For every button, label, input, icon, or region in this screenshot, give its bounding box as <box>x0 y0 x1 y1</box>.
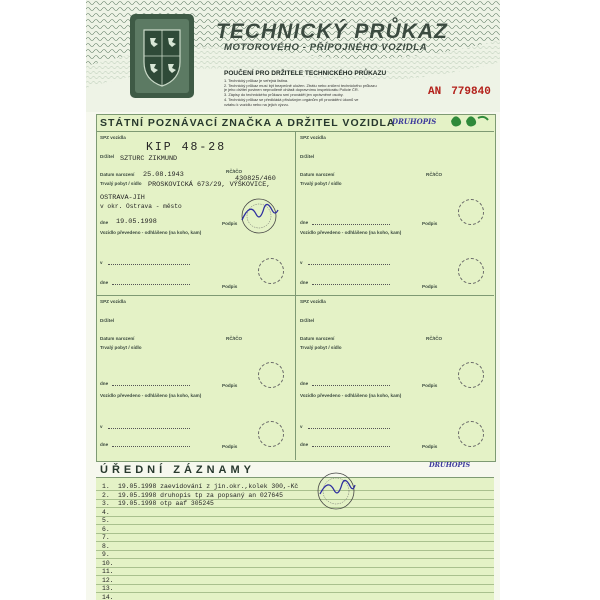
record-entry: 19.05.1998 zaevidování z jin.okr.,kolek 300,-Kč <box>118 483 299 490</box>
record-rule <box>96 575 494 576</box>
residence-label: Trvalý pobyt / sídlo <box>300 181 342 186</box>
dotted-line <box>312 446 390 447</box>
signature-label: Podpis <box>422 444 438 449</box>
holder-section-title: STÁTNÍ POZNÁVACÍ ZNAČKA A DRŽITEL VOZIDLA <box>100 117 396 129</box>
in-place-label: v <box>300 424 303 429</box>
record-number: 12. <box>102 576 114 584</box>
dotted-line <box>108 264 190 265</box>
instruction-line: 1. Technický průkaz je veřejná listina. <box>224 79 289 83</box>
record-number: 5. <box>102 517 110 524</box>
record-number: 2. <box>102 491 110 499</box>
document-title: TECHNICKÝ PRŮKAZ <box>216 20 448 43</box>
record-rule <box>96 507 494 508</box>
record-rule <box>96 584 494 585</box>
birth-value: 25.08.1943 <box>143 171 184 179</box>
stamp-circle <box>258 421 284 447</box>
record-number: 6. <box>102 525 110 533</box>
instruction-line: je jeho držitel povinen neprodleně ohlásit dopravnímu inspektorátu Policie ČR. <box>224 88 359 93</box>
record-rule <box>96 516 494 517</box>
serial-digits: 779840 <box>451 86 491 98</box>
dotted-line <box>108 428 190 429</box>
dotted-line <box>308 264 390 265</box>
serial-prefix: AN <box>428 86 442 98</box>
in-place-label: v <box>300 260 303 265</box>
signature-label: Podpis <box>422 284 438 289</box>
rc-value: 430825/460 <box>235 175 276 183</box>
dotted-line <box>312 284 390 285</box>
document-subtitle: MOTOROVÉHO - PŘÍPOJNÉHO VOZIDLA <box>224 42 428 53</box>
instruction-line: 2. Technický průkaz musí být bezpečně uložen. Ztrátu nebo zničení technického průkazu <box>224 83 377 88</box>
record-rule <box>96 550 494 551</box>
holder-label: Držitel <box>100 318 115 323</box>
dotted-line <box>112 385 190 386</box>
record-number: 4. <box>102 508 110 516</box>
records-round-stamp <box>312 470 360 512</box>
record-number: 14. <box>102 593 114 600</box>
column-divider <box>295 131 296 460</box>
technical-certificate-page <box>86 0 500 600</box>
birth-label: Datum narození <box>100 336 135 341</box>
record-number: 8. <box>102 542 110 550</box>
holder-value: SZTURC ZIKMUND <box>120 155 178 163</box>
record-rule <box>96 541 494 542</box>
date-label: dne <box>100 220 109 225</box>
date-label: dne <box>100 381 109 386</box>
residence-label: Trvalý pobyt / sídlo <box>100 345 142 350</box>
dotted-line <box>112 446 190 447</box>
record-rule <box>96 558 494 559</box>
transfer-label: Vozidlo převedeno - odhlášeno (na koho, kam) <box>300 230 402 235</box>
signature-label: Podpis <box>222 444 238 449</box>
dotted-line <box>312 224 390 225</box>
holder-label: Držitel <box>300 318 315 323</box>
date-label: dne <box>100 442 109 447</box>
stamp-circle <box>458 421 484 447</box>
birth-label: Datum narození <box>300 336 335 341</box>
serial-number <box>428 86 491 98</box>
record-number: 9. <box>102 551 110 558</box>
record-number: 3. <box>102 500 110 507</box>
residence-label: Trvalý pobyt / sídlo <box>300 345 342 350</box>
stamp-circle <box>258 258 284 284</box>
rc-label: RČ/IČO <box>226 336 243 341</box>
record-number: 7. <box>102 534 110 541</box>
dotted-line <box>112 284 190 285</box>
transfer-label: Vozidlo převedeno - odhlášeno (na koho, kam) <box>100 393 202 398</box>
rc-label: RČ/IČO <box>226 169 243 174</box>
instructions-heading: POUČENÍ PRO DRŽITELE TECHNICKÉHO PRŮKAZU <box>224 70 387 77</box>
records-handwritten-note: DRUHOPIS <box>429 461 471 469</box>
date-label: dne <box>100 280 109 285</box>
spz-value: KIP 48-28 <box>146 141 227 154</box>
stamp-circle <box>458 258 484 284</box>
holder-label: Držitel <box>100 154 115 159</box>
rc-label: RČ/IČO <box>426 336 443 341</box>
record-rule <box>96 567 494 568</box>
dotted-line <box>308 428 390 429</box>
signature-label: Podpis <box>422 221 438 226</box>
residence-label: Trvalý pobyt / sídlo <box>100 181 142 186</box>
official-round-stamp <box>236 196 282 236</box>
in-place-label: v <box>100 260 103 265</box>
birth-label: Datum narození <box>300 172 335 177</box>
record-number: 11. <box>102 568 114 575</box>
spz-label: SPZ vozidla <box>300 299 326 304</box>
instruction-line: vztahu k vozidlu nebo na jejich výzvu. <box>224 102 289 107</box>
spz-label: SPZ vozidla <box>100 135 126 140</box>
record-number: 10. <box>102 559 114 567</box>
state-emblem-icon <box>130 14 194 98</box>
address-line2: OSTRAVA-JIH <box>100 194 145 202</box>
holder-label: Držitel <box>300 154 315 159</box>
stamp-circle <box>458 362 484 388</box>
date-label: dne <box>300 280 309 285</box>
signature-label: Podpis <box>222 284 238 289</box>
address-line1: PROSKOVICKÁ 673/29, VÝŠKOVICE, <box>148 181 271 189</box>
place-value: v okr. Ostrava - město <box>100 203 182 210</box>
record-entry: 19.05.1998 otp aaf 305245 <box>118 500 214 507</box>
date-label: dne <box>300 442 309 447</box>
dotted-line <box>312 385 390 386</box>
records-section-title: ÚŘEDNÍ ZÁZNAMY <box>100 464 255 476</box>
record-rule <box>96 533 494 534</box>
date-label: dne <box>300 381 309 386</box>
instruction-line: 3. Zápisy do technického průkazu smí provádět jen oprávněné osoby. <box>224 93 344 98</box>
instruction-line: 4. Technický průkaz se předkládá příslušným orgánům při provádění úkonů ve <box>224 97 359 102</box>
record-rule <box>96 524 494 525</box>
signature-label: Podpis <box>222 383 238 388</box>
in-place-label: v <box>100 424 103 429</box>
signature-label: Podpis <box>222 221 238 226</box>
stamp-circle <box>458 199 484 225</box>
rc-label: RČ/IČO <box>426 172 443 177</box>
spz-label: SPZ vozidla <box>300 135 326 140</box>
spz-label: SPZ vozidla <box>100 299 126 304</box>
date-label: dne <box>300 220 309 225</box>
green-stamp-mark <box>448 112 492 130</box>
signature-label: Podpis <box>422 383 438 388</box>
duplicate-handwritten-note: DRUHOPIS <box>392 117 437 126</box>
date-value: 19.05.1998 <box>116 218 157 226</box>
transfer-label: Vozidlo převedeno - odhlášeno (na koho, kam) <box>100 230 202 235</box>
record-number: 13. <box>102 585 114 592</box>
transfer-label: Vozidlo převedeno - odhlášeno (na koho, kam) <box>300 393 402 398</box>
record-rule <box>96 592 494 593</box>
record-number: 1. <box>102 483 110 490</box>
stamp-circle <box>258 362 284 388</box>
birth-label: Datum narození <box>100 172 135 177</box>
instructions-list <box>224 79 419 107</box>
record-entry: 19.05.1998 druhopis tp za popsaný an 027645 <box>118 491 283 499</box>
